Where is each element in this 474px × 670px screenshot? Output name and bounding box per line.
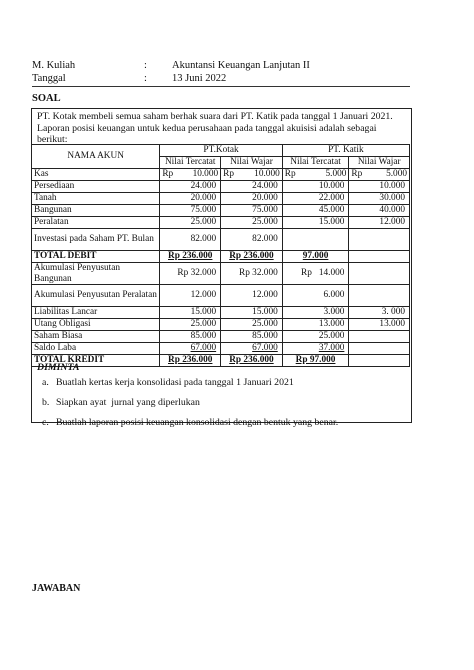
value-cell (349, 331, 410, 343)
course-label: M. Kuliah (32, 60, 76, 71)
account-name: Bangunan (32, 205, 160, 217)
question-box (31, 108, 412, 428)
account-name: TOTAL KREDIT (32, 355, 160, 367)
date-value: 13 Juni 2022 (172, 73, 227, 84)
value-cell: 25.000 (282, 331, 349, 343)
value-cell: 20.000 (221, 193, 283, 205)
currency-label: Rp (351, 169, 363, 180)
value-cell: 85.000 (221, 331, 283, 343)
value-amount: 5.000 (325, 169, 347, 180)
account-name: Kas (32, 169, 160, 181)
value-cell: Rp 14.000 (282, 263, 349, 285)
value-cell: 82.000 (221, 229, 283, 251)
task-text: Buatlah laporan posisi keuangan konsolidasi dengan bentuk yang benar. (56, 417, 339, 428)
value-cell: 37.000 (282, 343, 349, 355)
book-value-header: Nilai Tercatat (160, 157, 221, 169)
account-header: NAMA AKUN (32, 145, 160, 169)
value-cell: 75.000 (221, 205, 283, 217)
table-row (32, 331, 410, 343)
value-cell: Rp 32.000 (160, 263, 221, 285)
value-cell: 20.000 (160, 193, 221, 205)
value-amount: 5.000 (386, 169, 407, 180)
value-cell (349, 169, 410, 181)
table-row (32, 263, 410, 285)
table-row (32, 217, 410, 229)
value-cell (349, 229, 410, 251)
currency-label: Rp (284, 169, 296, 180)
task-letter: b. (42, 397, 50, 408)
currency-label: Rp (162, 169, 174, 180)
value-cell: Rp 236.000 (160, 355, 221, 367)
account-name: Akumulasi Penyusutan Peralatan (32, 285, 160, 307)
task-letter: c. (42, 417, 49, 428)
answer-heading: JAWABAN (32, 583, 81, 594)
fair-value-header: Nilai Wajar (349, 157, 410, 169)
date-separator: : (144, 73, 147, 84)
account-name: Persediaan (32, 181, 160, 193)
table-row (32, 169, 410, 181)
table-row (32, 343, 410, 355)
value-cell (349, 285, 410, 307)
company2-header: PT. Katik (282, 145, 409, 157)
date-label: Tanggal (32, 73, 66, 84)
value-amount: 10.000 (192, 169, 219, 180)
account-name: Utang Obligasi (32, 319, 160, 331)
diminta-heading: DIMINTA (37, 362, 80, 373)
task-letter: a. (42, 377, 49, 388)
task-text: Siapkan ayat jurnal yang diperlukan (56, 397, 200, 408)
value-cell: 75.000 (160, 205, 221, 217)
value-cell: 25.000 (221, 217, 283, 229)
value-cell (221, 169, 283, 181)
value-cell (282, 169, 349, 181)
account-name: Investasi pada Saham PT. Bulan (32, 229, 160, 251)
account-name: Liabilitas Lancar (32, 307, 160, 319)
value-cell: 13.000 (349, 319, 410, 331)
value-cell: 40.000 (349, 205, 410, 217)
table-row (32, 285, 410, 307)
company1-header: PT.Kotak (160, 145, 282, 157)
value-cell: Rp 236.000 (221, 355, 283, 367)
value-cell (160, 169, 221, 181)
task-text: Buatlah kertas kerja konsolidasi pada tanggal 1 Januari 2021 (56, 377, 294, 388)
value-cell: 67.000 (160, 343, 221, 355)
course-separator: : (144, 60, 147, 71)
value-cell (349, 355, 410, 367)
value-cell: Rp 236.000 (221, 251, 283, 263)
intro-paragraph: PT. Kotak membeli semua saham berhak suara dari PT. Katik pada tanggal 1 Januari 2021. Laporan posisi keuangan untuk kedua perusahaan pada tanggal akuisisi adalah sebagai berikut: (37, 111, 393, 146)
balance-sheet-table (31, 144, 410, 367)
value-cell: 97.000 (282, 251, 349, 263)
value-cell: 24.000 (221, 181, 283, 193)
table-row (32, 181, 410, 193)
value-cell: 25.000 (160, 319, 221, 331)
value-cell: 10.000 (282, 181, 349, 193)
value-cell: 25.000 (221, 319, 283, 331)
account-name: Peralatan (32, 217, 160, 229)
value-cell (282, 229, 349, 251)
fair-value-header: Nilai Wajar (221, 157, 283, 169)
value-cell: 10.000 (349, 181, 410, 193)
value-cell: 3.000 (282, 307, 349, 319)
value-cell: 30.000 (349, 193, 410, 205)
table-row (32, 307, 410, 319)
account-name: Tanah (32, 193, 160, 205)
table-row (32, 319, 410, 331)
value-cell: 15.000 (282, 217, 349, 229)
value-cell (349, 251, 410, 263)
value-cell: Rp 236.000 (160, 251, 221, 263)
book-value-header: Nilai Tercatat (282, 157, 349, 169)
value-cell: 12.000 (221, 285, 283, 307)
table-row (32, 229, 410, 251)
value-cell: 12.000 (349, 217, 410, 229)
value-cell: 85.000 (160, 331, 221, 343)
value-cell: 13.000 (282, 319, 349, 331)
value-cell: 15.000 (160, 307, 221, 319)
header-divider (32, 86, 410, 87)
value-cell: 24.000 (160, 181, 221, 193)
account-name: Saldo Laba (32, 343, 160, 355)
value-cell: 82.000 (160, 229, 221, 251)
value-cell (349, 343, 410, 355)
section-title: SOAL (32, 93, 61, 104)
total-credit-row (32, 355, 410, 367)
account-name: TOTAL DEBIT (32, 251, 160, 263)
value-amount: 10.000 (254, 169, 280, 180)
total-debit-row (32, 251, 410, 263)
value-cell: 45.000 (282, 205, 349, 217)
value-cell: Rp 32.000 (221, 263, 283, 285)
table-row (32, 193, 410, 205)
account-name: Akumulasi Penyusutan Bangunan (32, 263, 160, 285)
value-cell: 22.000 (282, 193, 349, 205)
account-name: Saham Biasa (32, 331, 160, 343)
value-cell: 15.000 (221, 307, 283, 319)
value-cell (349, 263, 410, 285)
currency-label: Rp (223, 169, 234, 180)
table-row (32, 205, 410, 217)
value-cell: 6.000 (282, 285, 349, 307)
value-cell: 3. 000 (349, 307, 410, 319)
course-value: Akuntansi Keuangan Lanjutan II (172, 60, 310, 71)
value-cell: 25.000 (160, 217, 221, 229)
value-cell: Rp 97.000 (282, 355, 349, 367)
value-cell: 67.000 (221, 343, 283, 355)
value-cell: 12.000 (160, 285, 221, 307)
